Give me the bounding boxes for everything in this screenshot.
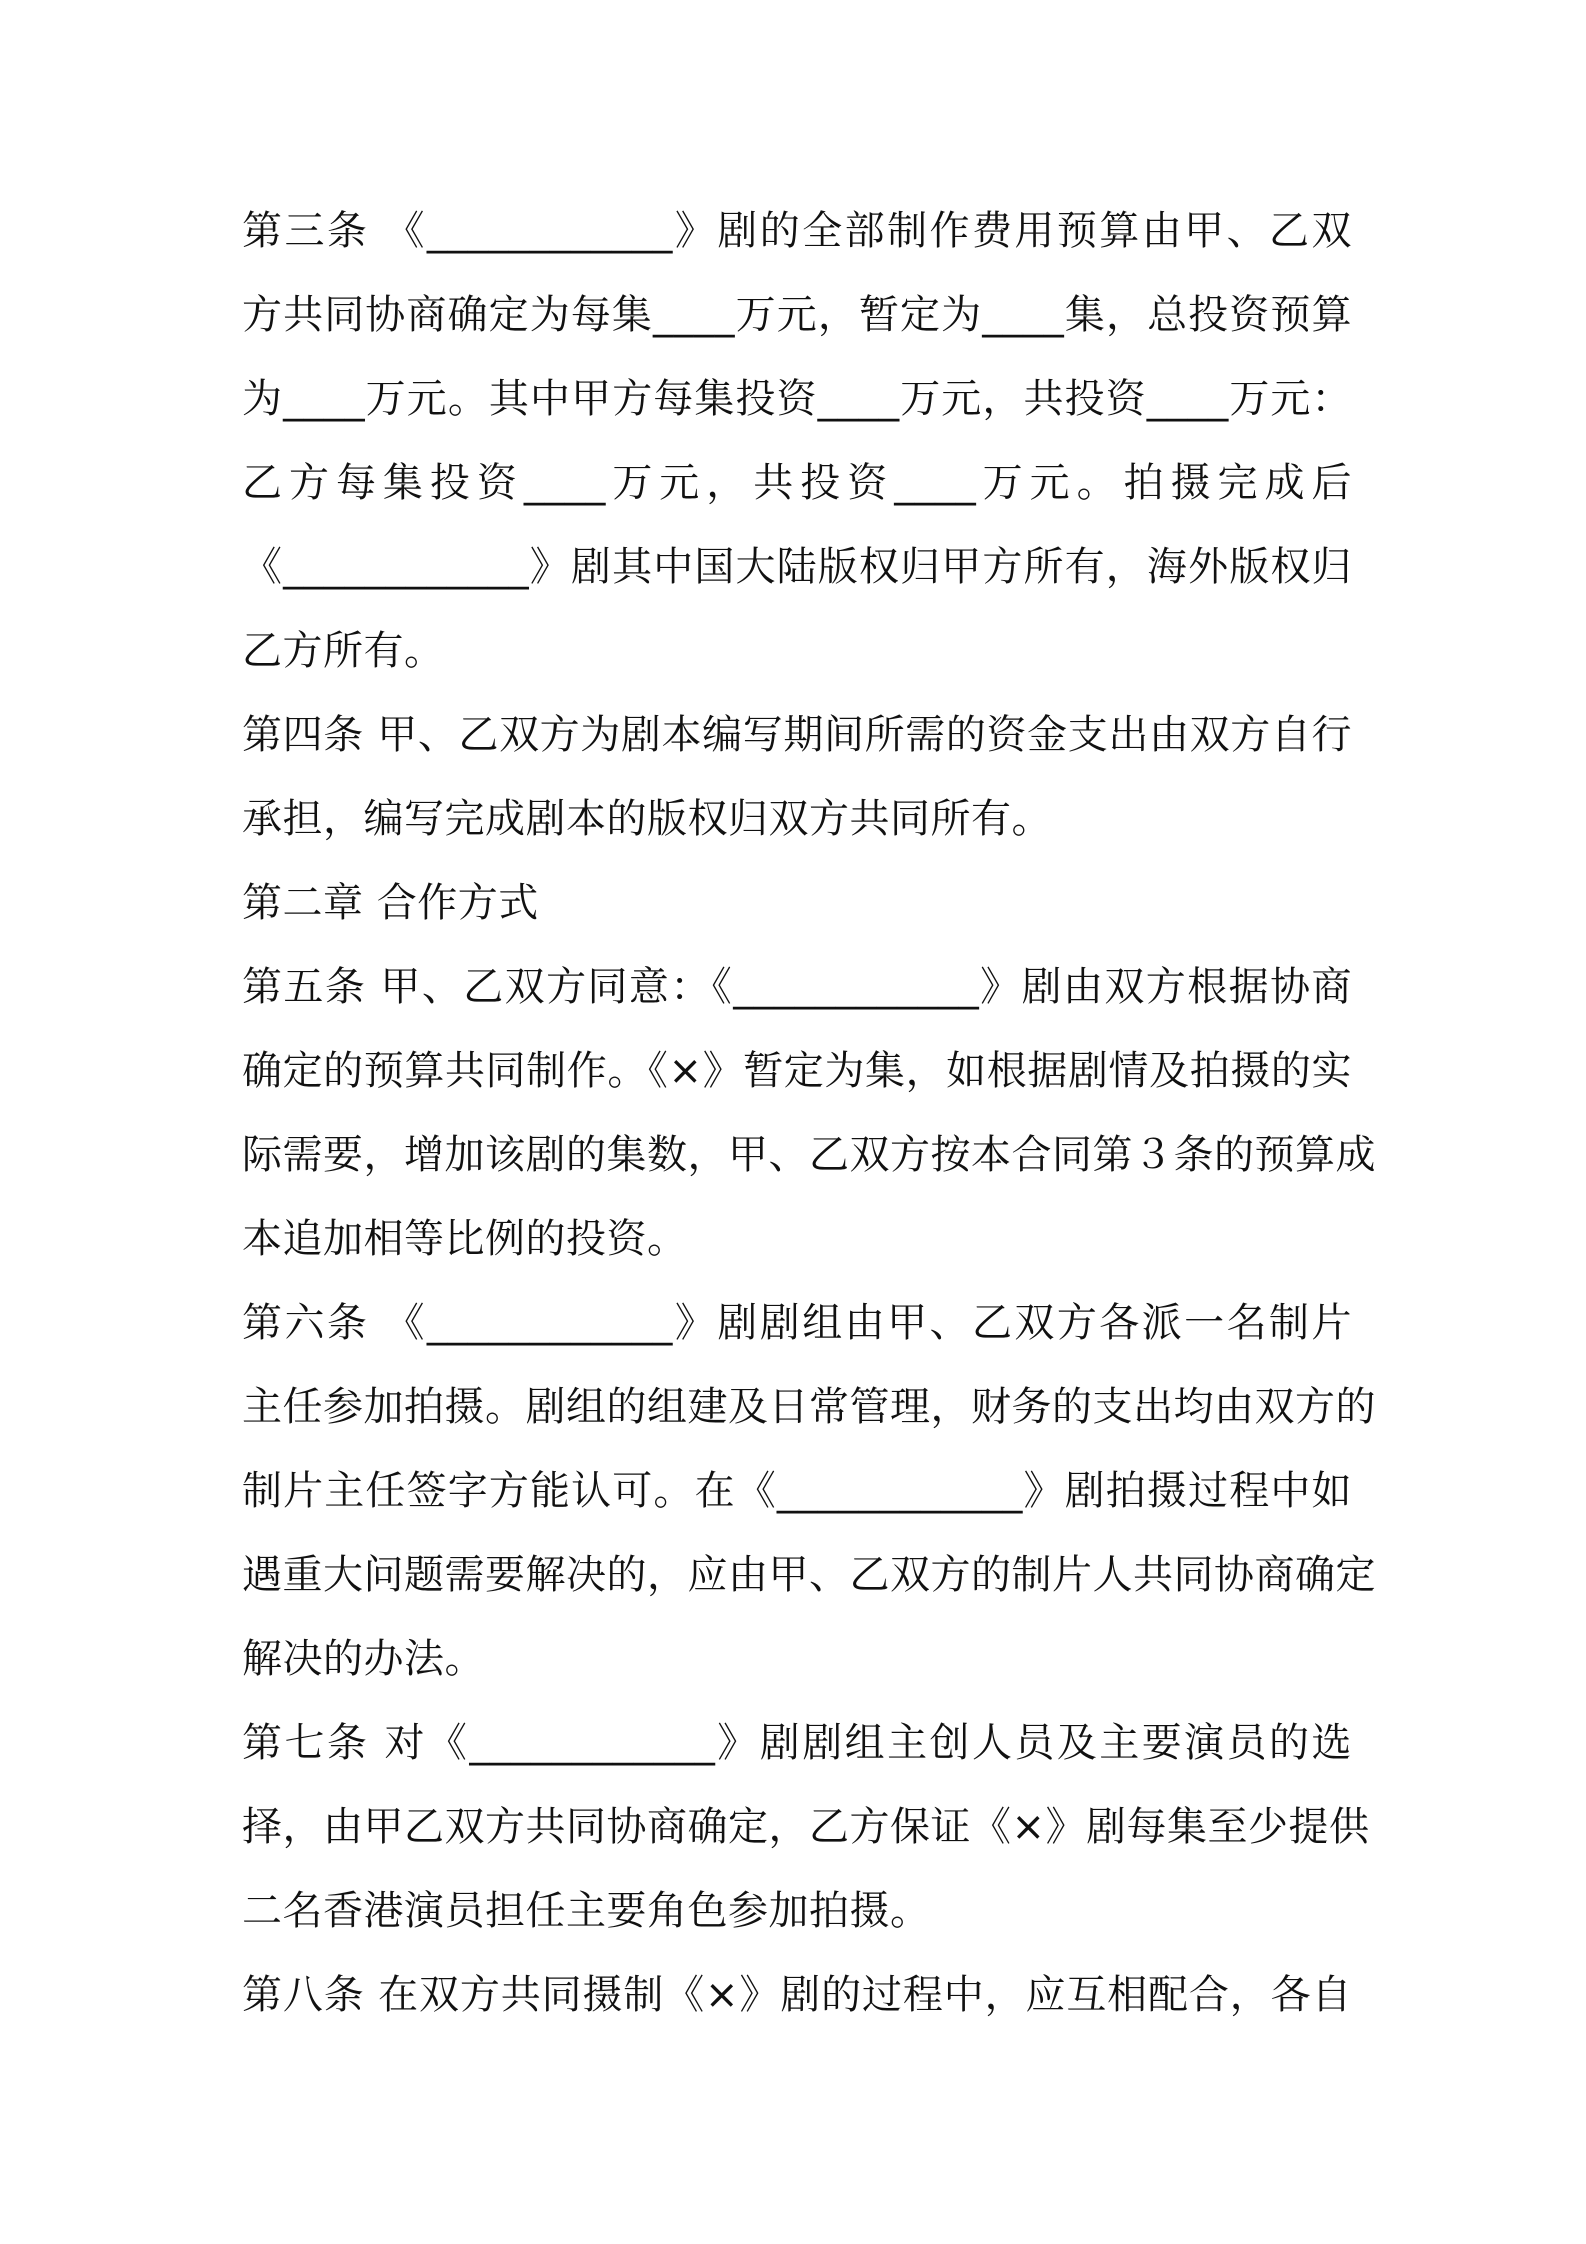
article-3-line-1: 第三条 《____________》剧的全部制作费用预算由甲、乙双	[242, 208, 1352, 254]
article-3-line-2: 方共同协商确定为每集____万元，暂定为____集，总投资预算	[242, 292, 1352, 338]
article-7-line-2: 择，由甲乙双方共同协商确定，乙方保证《×》剧每集至少提供	[242, 1804, 1370, 1850]
contract-text-body	[242, 196, 1376, 2044]
article-3-line-4: 乙方每集投资____万元，共投资____万元。拍摄完成后	[242, 460, 1352, 506]
article-6-line-2: 主任参加拍摄。剧组的组建及日常管理，财务的支出均由双方的	[242, 1384, 1376, 1430]
article-5-line-1: 第五条 甲、乙双方同意：《____________》剧由双方根据协商	[242, 964, 1352, 1010]
article-6-line-4: 遇重大问题需要解决的，应由甲、乙双方的制片人共同协商确定	[242, 1552, 1376, 1598]
article-5-line-3: 际需要，增加该剧的集数，甲、乙双方按本合同第３条的预算成	[242, 1132, 1376, 1178]
article-8-line-1: 第八条 在双方共同摄制《×》剧的过程中，应互相配合，各自	[242, 1972, 1352, 2018]
article-6-line-5: 解决的办法。	[242, 1636, 485, 1682]
article-4-line-2: 承担，编写完成剧本的版权归双方共同所有。	[242, 796, 1052, 842]
article-4-line-1: 第四条 甲、乙双方为剧本编写期间所需的资金支出由双方自行	[242, 712, 1352, 758]
article-7-line-3: 二名香港演员担任主要角色参加拍摄。	[242, 1888, 931, 1934]
article-6-line-3: 制片主任签字方能认可。在《____________》剧拍摄过程中如	[242, 1468, 1352, 1514]
article-5-line-2: 确定的预算共同制作。《×》暂定为集，如根据剧情及拍摄的实	[242, 1048, 1352, 1094]
chapter-2-heading: 第二章 合作方式	[242, 880, 539, 926]
article-3-line-5: 《____________》剧其中国大陆版权归甲方所有，海外版权归	[242, 544, 1352, 590]
article-7-line-1: 第七条 对《____________》剧剧组主创人员及主要演员的选	[242, 1720, 1352, 1766]
article-5-line-4: 本追加相等比例的投资。	[242, 1216, 688, 1262]
article-3-line-6: 乙方所有。	[242, 628, 445, 674]
article-6-line-1: 第六条 《____________》剧剧组由甲、乙双方各派一名制片	[242, 1300, 1352, 1346]
article-3-line-3: 为____万元。其中甲方每集投资____万元，共投资____万元：	[242, 376, 1352, 422]
